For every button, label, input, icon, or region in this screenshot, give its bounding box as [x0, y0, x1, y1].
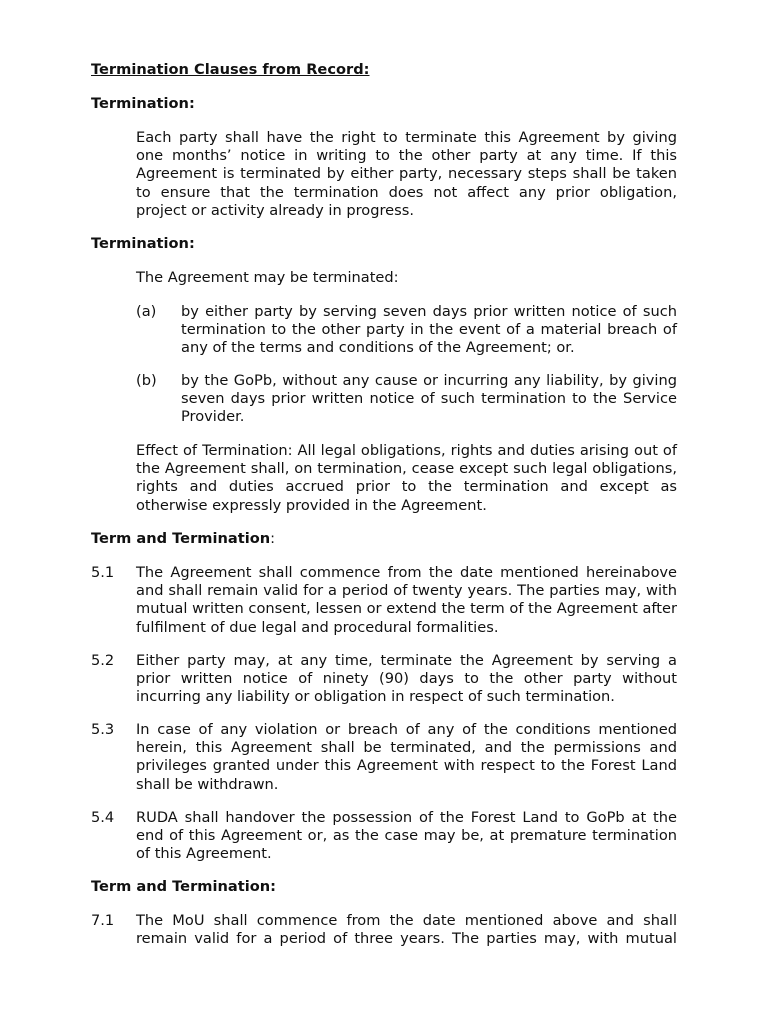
list-item-label: (a) — [136, 303, 157, 320]
clause-4-heading: Term and Termination: — [91, 878, 276, 895]
list-item-label: (b) — [136, 372, 157, 389]
clause-2-intro: The Agreement may be terminated: — [136, 269, 399, 286]
clause-3-heading-text: Term and Termination — [91, 530, 271, 547]
list-item-text: by either party by serving seven days prior written notice of such termination to the other party in the event of a material breach of any of the terms and conditions of the Agreement; or. — [181, 303, 677, 357]
section-number: 5.3 — [91, 721, 115, 738]
clause-2-effect: Effect of Termination: All legal obligations, rights and duties arising out of the Agreement shall, on termination, cease except such legal obligations, rights and duties accrued prior to the termination and except as otherwise expressly provided in the Agreement. — [136, 442, 677, 514]
section-number: 5.2 — [91, 652, 115, 669]
clause-3-heading-colon: : — [270, 530, 276, 547]
section-number: 5.1 — [91, 564, 115, 581]
clause-1-paragraph: Each party shall have the right to terminate this Agreement by giving one months’ notice in writing to the other party at any time. If this Agreement is terminated by either party, necessary steps shall be taken to ensure that the termination does not affect any prior obligation, project or activity already in progress. — [136, 129, 677, 219]
section-number: 7.1 — [91, 912, 115, 929]
section-text: Either party may, at any time, terminate the Agreement by serving a prior written notice of ninety (90) days to the other party without incurring any liability or obligation in respect of such termination. — [136, 652, 677, 706]
list-item-text: by the GoPb, without any cause or incurring any liability, by giving seven days prior written notice of such termination to the Service Provider. — [181, 372, 677, 426]
clause-1-heading: Termination: — [91, 95, 195, 112]
clause-3-heading — [91, 530, 275, 548]
clause-2-heading: Termination: — [91, 235, 195, 252]
section-text: In case of any violation or breach of any of the conditions mentioned herein, this Agreement shall be terminated, and the permissions and privileges granted under this Agreement with respect to the Forest Land shall be withdrawn. — [136, 721, 677, 793]
section-text: The MoU shall commence from the date mentioned above and shall remain valid for a period of three years. The parties may, with mutual — [136, 912, 677, 948]
section-text: RUDA shall handover the possession of the Forest Land to GoPb at the end of this Agreement or, as the case may be, at premature termination of this Agreement. — [136, 809, 677, 863]
document-title: Termination Clauses from Record: — [91, 61, 370, 78]
section-number: 5.4 — [91, 809, 115, 826]
section-text: The Agreement shall commence from the date mentioned hereinabove and shall remain valid for a period of twenty years. The parties may, with mutual written consent, lessen or extend the term of the Agreement after fulfilment of due legal and procedural formalities. — [136, 564, 677, 636]
